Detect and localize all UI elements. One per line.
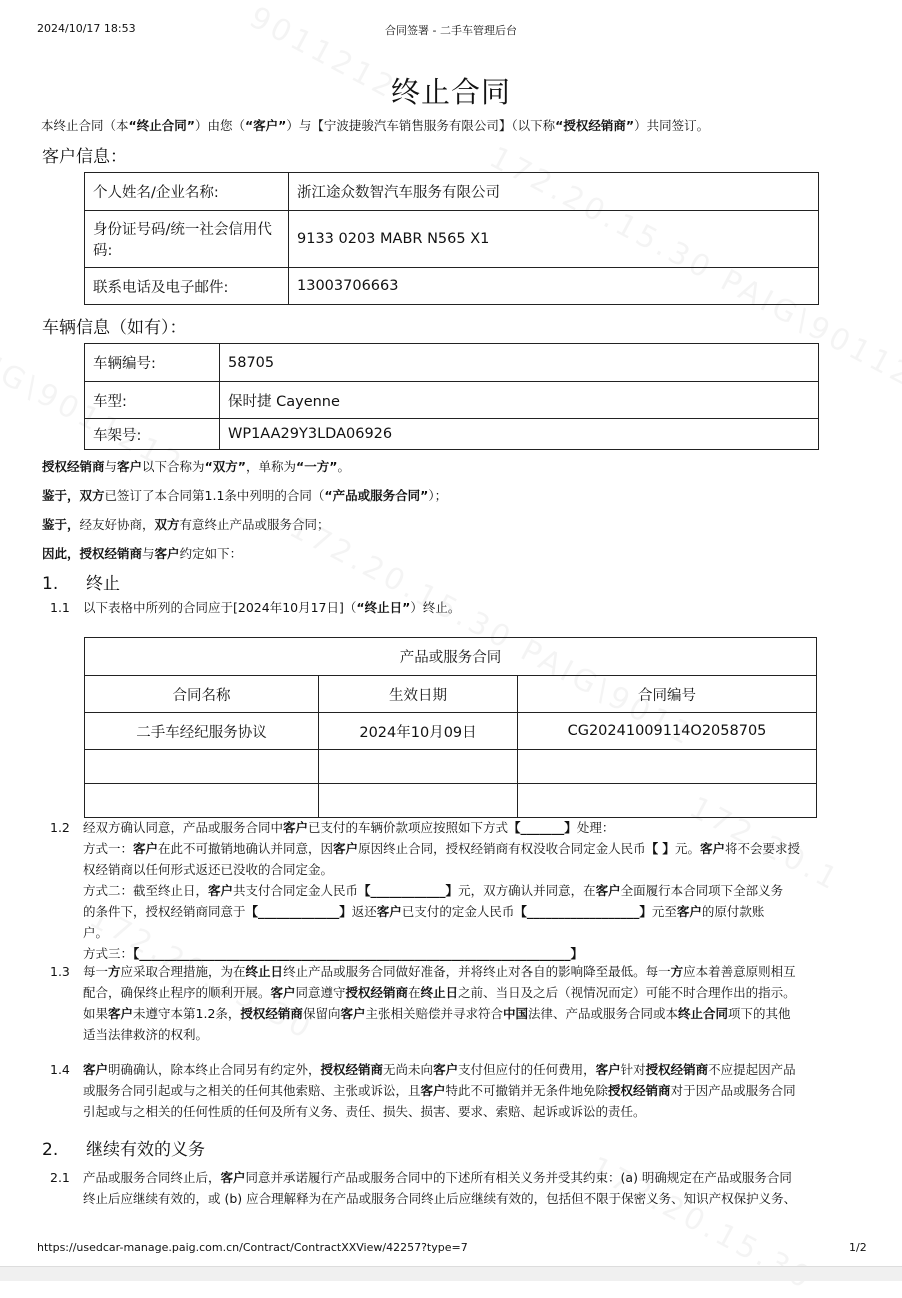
vehicle-number-label: 车辆编号:: [85, 344, 220, 382]
clause-1-2-number: 1.2: [50, 820, 70, 835]
customer-info-table: [84, 172, 819, 305]
recital-parties: 授权经销商与客户以下合称为“双方”，单称为“一方”。: [42, 459, 350, 474]
recital-whereas-2: 鉴于，经友好协商，双方有意终止产品或服务合同；: [42, 517, 330, 532]
clause-1-2-text: 经双方确认同意，产品或服务合同中客户已支付的车辆价款项应按照如下方式【_______】处理： 方式一：客户在此不可撤销地确认并同意，因客户原因终止合同，授权经销商有权没收合同定金人民币【 】元。客户将不会要求授 权经销商以任何形式返还已没收的合同定金。 方式二：截至终止日，客户共支付合同定金人民币【____________】元，双方确认并同意，在客户全面履行本合同项下全部义务 的条件下，授权经销商同意于【_____________】返还客户已支付的定金人民币【__________________】元至客户的原付款账 户。 方式三：【_____________________________________________________________________】: [83, 820, 800, 961]
table-row: [85, 173, 819, 211]
table-row: [85, 211, 819, 268]
page-url: https://usedcar-manage.paig.com.cn/Contract/ContractXXView/42257?type=7: [37, 1241, 468, 1254]
customer-name-value: 浙江途众数智汽车服务有限公司: [289, 173, 819, 211]
page-header-title: 合同签署 - 二手车管理后台: [385, 24, 517, 37]
clause-2-1-number: 2.1: [50, 1170, 70, 1185]
table-row: [85, 419, 819, 450]
vehicle-model-value: 保时捷 Cayenne: [220, 382, 819, 419]
section-2-heading: 2. 继续有效的义务: [42, 1140, 205, 1160]
bottom-scrollbar[interactable]: [0, 1266, 902, 1281]
customer-id-value: 9133 0203 MABR N565 X1: [289, 211, 819, 268]
table-caption-row: [85, 638, 817, 676]
clause-1-3-number: 1.3: [50, 964, 70, 979]
table-caption: 产品或服务合同: [85, 638, 817, 676]
terminated-contracts-table: [84, 637, 817, 818]
contract-number-cell: CG20241009114O2058705: [518, 713, 817, 750]
section-1-heading: 1. 终止: [42, 574, 120, 594]
contract-name-cell: [85, 784, 319, 818]
clause-1-1-text: 以下表格中所列的合同应于[2024年10月17日]（“终止日”）终止。: [83, 600, 461, 615]
column-header: 合同名称: [85, 676, 319, 713]
table-row: [85, 713, 817, 750]
clause-1-4-text: 客户明确确认，除本终止合同另有约定外，授权经销商无尚未向客户支付但应付的任何费用，客户针对授权经销商不应提起因产品 或服务合同引起或与之相关的任何其他索赔、主张或诉讼，且客户特此不可撤销并无条件地免除授权经销商对于因产品或服务合同 引起或与之相关的任何性质的任何及所有义务、责任、损失、损害、要求、索赔、起诉或诉讼的责任。: [83, 1062, 796, 1119]
table-header-row: [85, 676, 817, 713]
print-datetime: 2024/10/17 18:53: [37, 22, 136, 35]
customer-contact-value: 13003706663: [289, 268, 819, 305]
vehicle-info-heading: 车辆信息（如有）：: [42, 318, 187, 338]
vehicle-number-value: 58705: [220, 344, 819, 382]
page-number: 1/2: [849, 1241, 867, 1254]
clause-2-1-text: 产品或服务合同终止后，客户同意并承诺履行产品或服务合同中的下述所有相关义务并受其约束：(a) 明确规定在产品或服务合同 终止后应继续有效的，或 (b) 应合理解释为在产品或服务合同终止后应继续有效的，包括但不限于保密义务、知识产权保护义务、: [83, 1170, 797, 1206]
clause-1-3-text: 每一方应采取合理措施，为在终止日终止产品或服务合同做好准备，并将终止对各自的影响降至最低。每一方应本着善意原则相互 配合，确保终止程序的顺利开展。客户同意遵守授权经销商在终止日之前、当日及之后（视情况而定）可能不时合理作出的指示。 如果客户未遵守本第1.2条，授权经销商保留向客户主张相关赔偿并寻求符合中国法律、产品或服务合同或本终止合同项下的其他 适当法律救济的权利。: [83, 964, 796, 1042]
customer-id-label: 身份证号码/统一社会信用代码:: [85, 211, 289, 268]
intro-paragraph: 本终止合同（本“终止合同”）由您（“客户”）与【宁波捷骏汽车销售服务有限公司】（以下称“授权经销商”）共同签订。: [41, 118, 710, 133]
table-row: [85, 382, 819, 419]
recital-therefore: 因此，授权经销商与客户约定如下：: [42, 546, 243, 561]
table-row: [85, 268, 819, 305]
effective-date-cell: [319, 750, 518, 784]
effective-date-cell: 2024年10月09日: [319, 713, 518, 750]
vehicle-vin-value: WP1AA29Y3LDA06926: [220, 419, 819, 450]
recital-whereas-1: 鉴于，双方已签订了本合同第1.1条中列明的合同（“产品或服务合同”）；: [42, 488, 448, 503]
document-title: 终止合同: [390, 75, 511, 109]
vehicle-vin-label: 车架号:: [85, 419, 220, 450]
contract-number-cell: [518, 750, 817, 784]
contract-number-cell: [518, 784, 817, 818]
effective-date-cell: [319, 784, 518, 818]
vehicle-model-label: 车型:: [85, 382, 220, 419]
table-row: [85, 344, 819, 382]
customer-info-heading: 客户信息：: [42, 147, 127, 167]
vehicle-info-table: [84, 343, 819, 450]
contract-name-cell: [85, 750, 319, 784]
contract-name-cell: 二手车经纪服务协议: [85, 713, 319, 750]
column-header: 合同编号: [518, 676, 817, 713]
customer-name-label: 个人姓名/企业名称:: [85, 173, 289, 211]
column-header: 生效日期: [319, 676, 518, 713]
clause-1-1-number: 1.1: [50, 600, 70, 615]
clause-1-4-number: 1.4: [50, 1062, 70, 1077]
customer-contact-label: 联系电话及电子邮件:: [85, 268, 289, 305]
table-row: [85, 784, 817, 818]
table-row: [85, 750, 817, 784]
